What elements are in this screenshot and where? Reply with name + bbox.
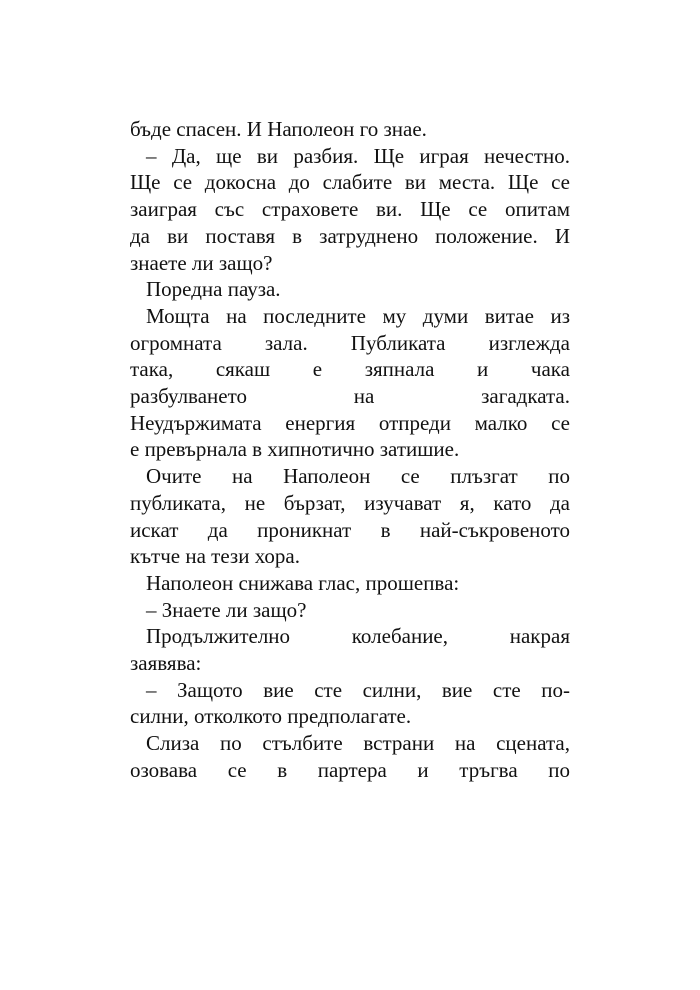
text-line: заявява: [130,651,202,676]
text-line: публиката, не бързат, изучават я, като да [130,490,570,515]
text-line: кътче на тези хора. [130,544,300,569]
text-line: знаете ли защо? [130,250,273,275]
page-text [130,116,570,784]
text-line: е превърнала в хипнотично затишие. [130,437,460,462]
text-line: огромната зала. Публиката изглежда [130,330,570,355]
text-line: искат да проникнат в най-съкровеното [130,517,570,542]
text-line: – Защото вие сте силни, вие сте по- [146,677,570,702]
text-line: разбулването на загадката. [130,384,570,409]
text-line: Очите на Наполеон се плъзгат по [146,464,570,489]
text-line: Мощта на последните му думи витае из [146,303,570,328]
text-line: Неудържимата енергия отпреди малко се [130,410,570,435]
text-line: заиграя със страховете ви. Ще се опитам [130,197,570,222]
text-line: – Да, ще ви разбия. Ще играя нечестно. [146,143,570,168]
text-line: – Знаете ли защо? [146,597,307,622]
text-line: така, сякаш е зяпнала и чака [130,357,570,382]
text-line: да ви поставя в затруднено положение. И [130,223,570,248]
text-line: Поредна пауза. [146,277,281,302]
text-line: Продължително колебание, накрая [146,624,570,649]
text-line: Слиза по стълбите встрани на сцената, [146,731,570,756]
text-line: озовава се в партера и тръгва по [130,757,570,782]
text-line: Наполеон снижава глас, прошепва: [146,570,460,595]
text-line: Ще се докосна до слабите ви места. Ще се [130,170,570,195]
text-line: бъде спасен. И Наполеон го знае. [130,117,427,141]
text-line: силни, отколкото предполагате. [130,704,412,729]
